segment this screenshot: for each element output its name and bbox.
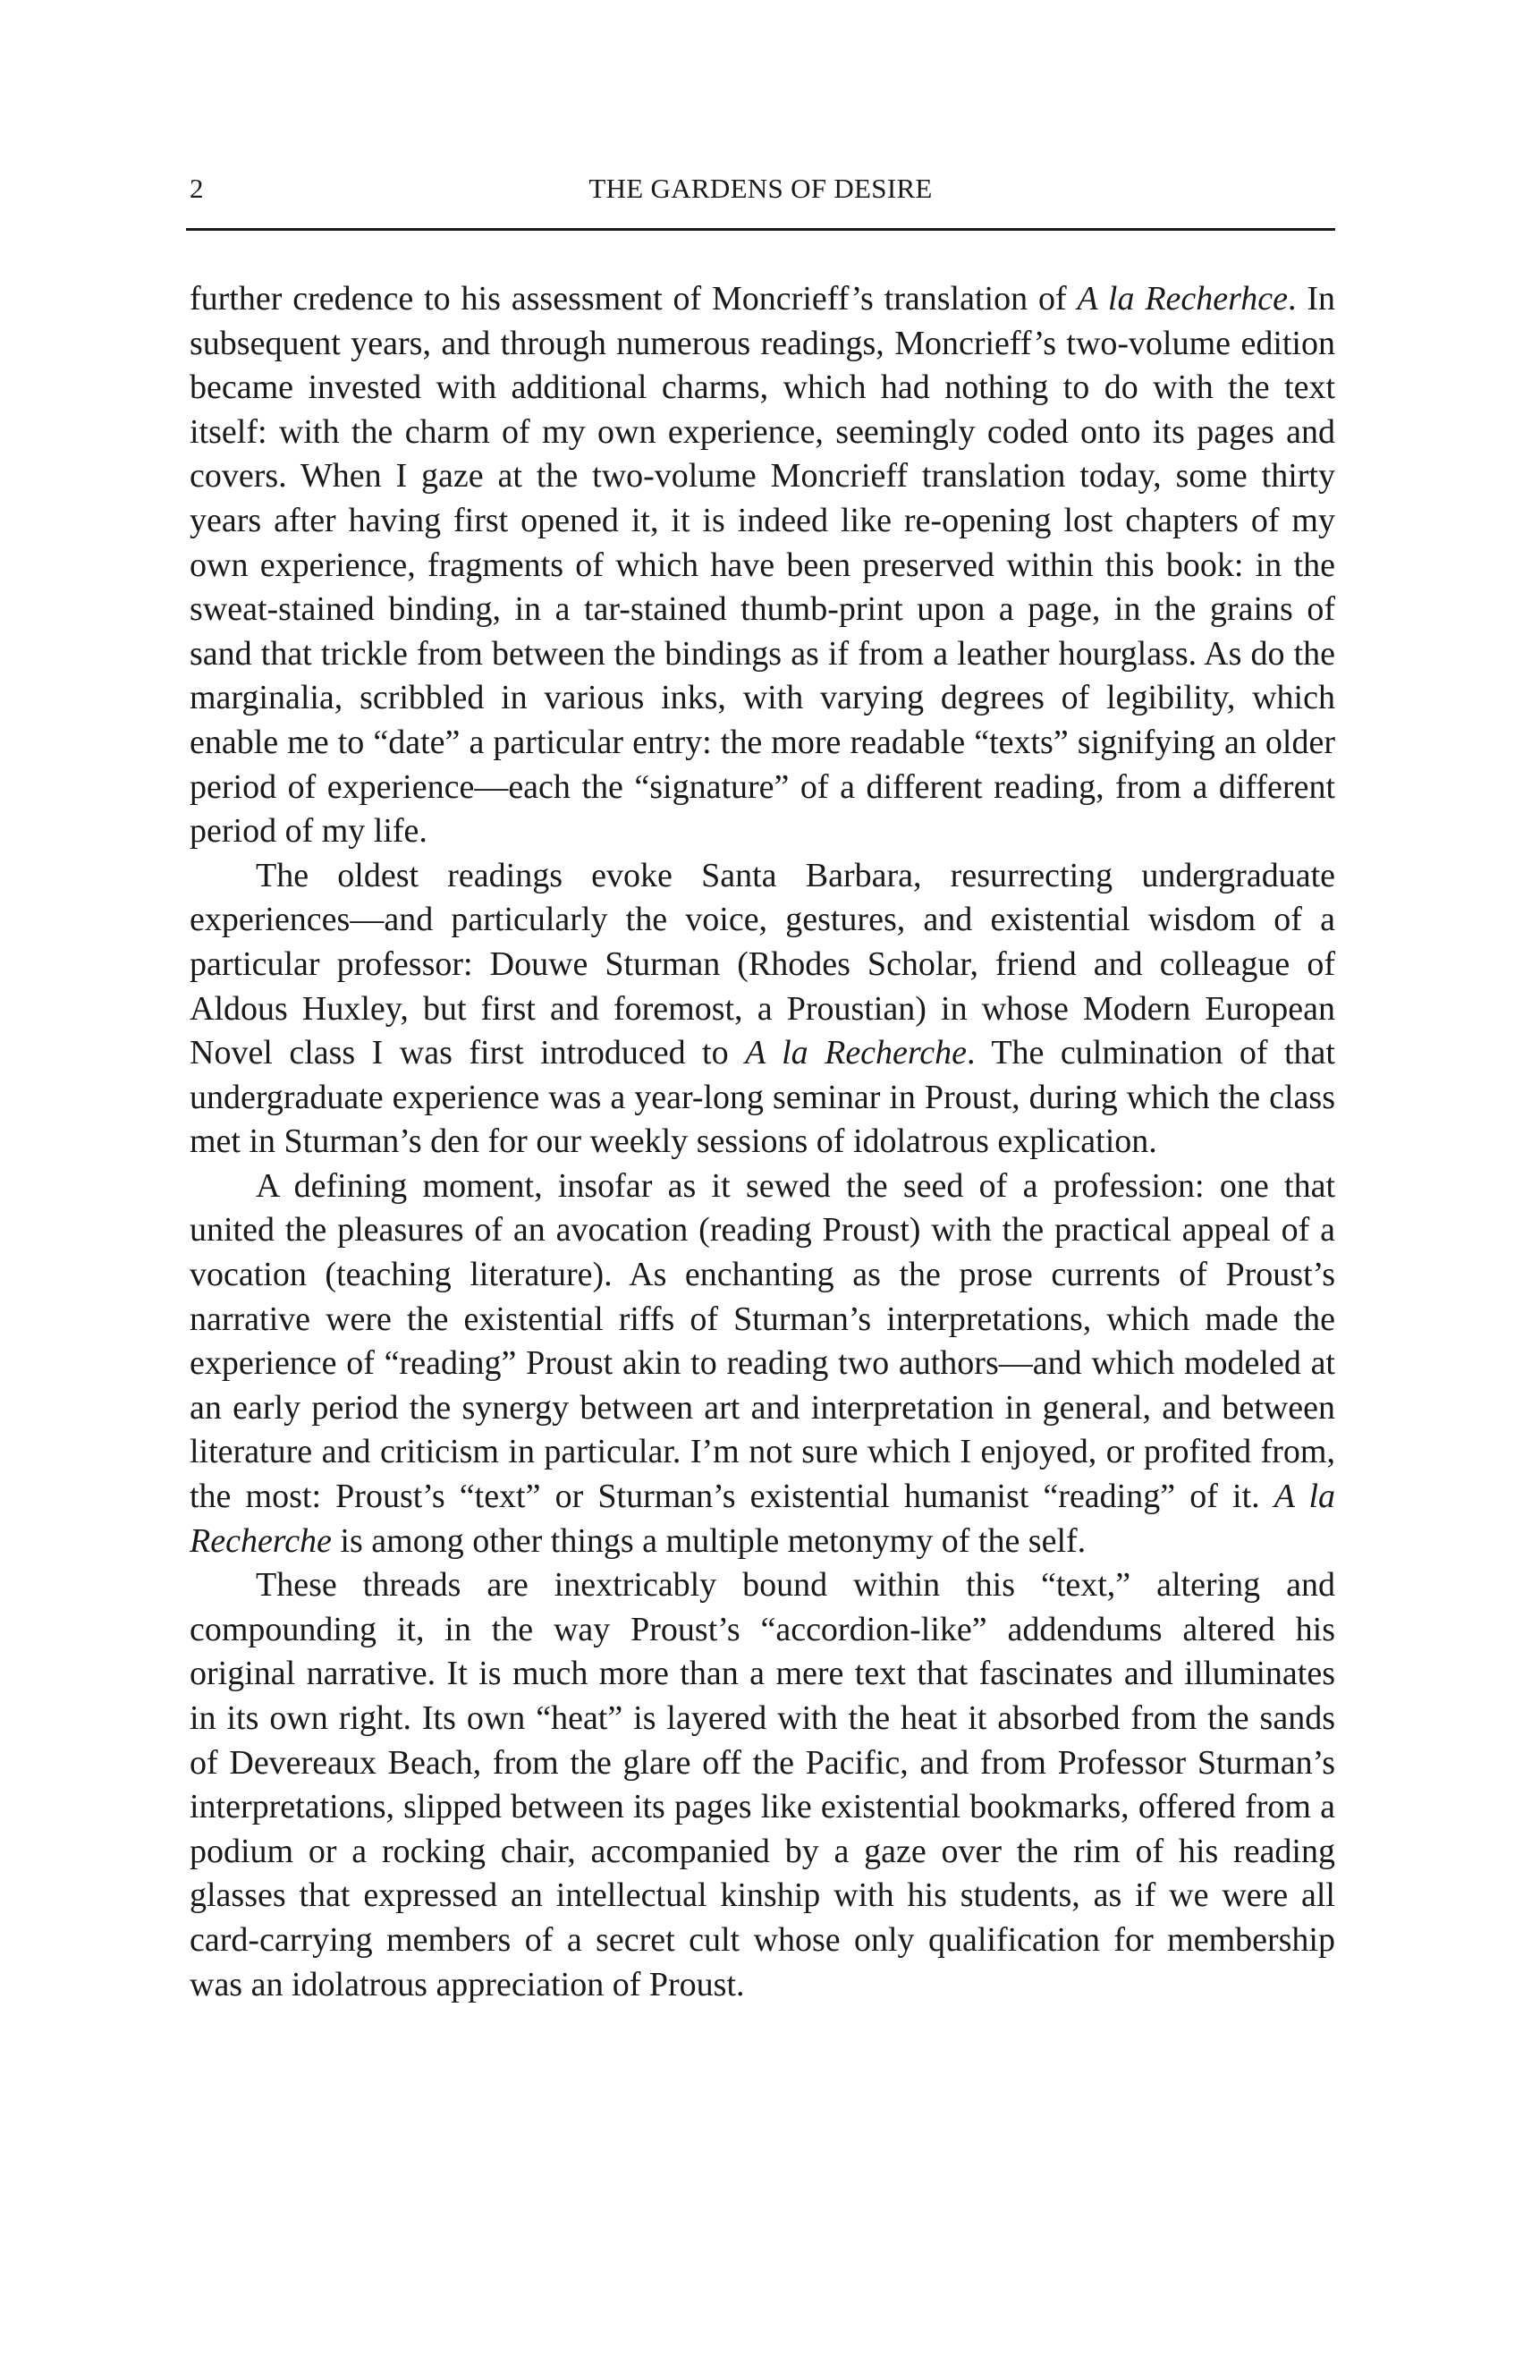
running-head [186,166,1335,211]
paragraph [190,277,1335,854]
text-run: These threads are inextricably bound within this “text,” altering and compounding it, in the way Proust’s “accordion-like” addendums altered his original narrative. It is much more than a mere text that fascinates and illuminates in its own right. Its own “heat” is layered with the heat it absorbed from the sands of Devereaux Beach, from the glare off the Pacific, and from Professor Sturman’s interpretations, slipped between its pages like existential bookmarks, offered from a podium or a rocking chair, accompanied by a gaze over the rim of his reading glasses that expressed an intellectual kinship with his students, as if we were all card-carrying members of a secret cult whose only qualification for membership was an idolatrous appreciation of Proust. [190,1566,1335,2003]
paragraph [190,854,1335,1165]
text-run: . In subsequent years, and through numerous readings, Moncrieff’s two-volume edition became invested with additional charms, which had nothing to do with the text itself: with the charm of my own experience, seemingly coded onto its pages and covers. When I gaze at the two-volume Moncrieff translation today, some thirty years after having first opened it, it is indeed like re-opening lost chapters of my own experience, fragments of which have been preserved within this book: in the sweat-stained binding, in a tar-stained thumb-print upon a page, in the grains of sand that trickle from between the bindings as if from a leather hourglass. As do the marginalia, scribbled in various inks, with varying degrees of legibility, which enable me to “date” a particular entry: the more readable “texts” signifying an older period of experience—each the “signature” of a different reading, from a different period of my life. [190,280,1336,851]
body-text [190,277,1335,2007]
book-page [186,0,1335,2380]
paragraph [190,1563,1335,2007]
header-rule [186,228,1335,231]
text-run: . The culmination of that undergraduate experience was a year-long seminar in Proust, during which the class met in Sturman’s den for our weekly sessions of idolatrous explication. [190,1034,1335,1161]
text-run: The oldest readings evoke Santa Barbara, resurrecting undergraduate experiences—and particularly the voice, gestures, and existential wisdom of a particular professor: Douwe Sturman (Rhodes Scholar, friend and colleague of Aldous Huxley, but first and foremost, a Proustian) in whose Modern European Novel class I was first introduced to [190,856,1335,1072]
text-run: further credence to his assessment of Moncrieff’s translation of [190,280,1078,318]
book-title-italic: A la Recherhce [1077,280,1288,318]
text-run: A defining moment, insofar as it sewed the seed of a profession: one that united the pleasures of an avocation (reading Proust) with the practical appeal of a vocation (teaching literature). As enchanting as the prose currents of Proust’s narrative were the existential riffs of Sturman’s interpretations, which made the experience of “reading” Proust akin to reading two authors—and which modeled at an early period the synergy between art and interpretation in general, and between literature and criticism in particular. I’m not sure which I enjoyed, or profited from, the most: Proust’s “text” or Sturman’s existential humanist “reading” of it. [190,1166,1335,1516]
paragraph [190,1165,1335,1563]
text-run: is among other things a multiple metonymy of the self. [331,1521,1087,1560]
book-title-italic: A la Recherche [745,1034,968,1072]
page-number: 2 [190,173,204,204]
book-title-italic: A la Recherche [190,1478,1335,1560]
running-title: THE GARDENS OF DESIRE [588,173,933,204]
